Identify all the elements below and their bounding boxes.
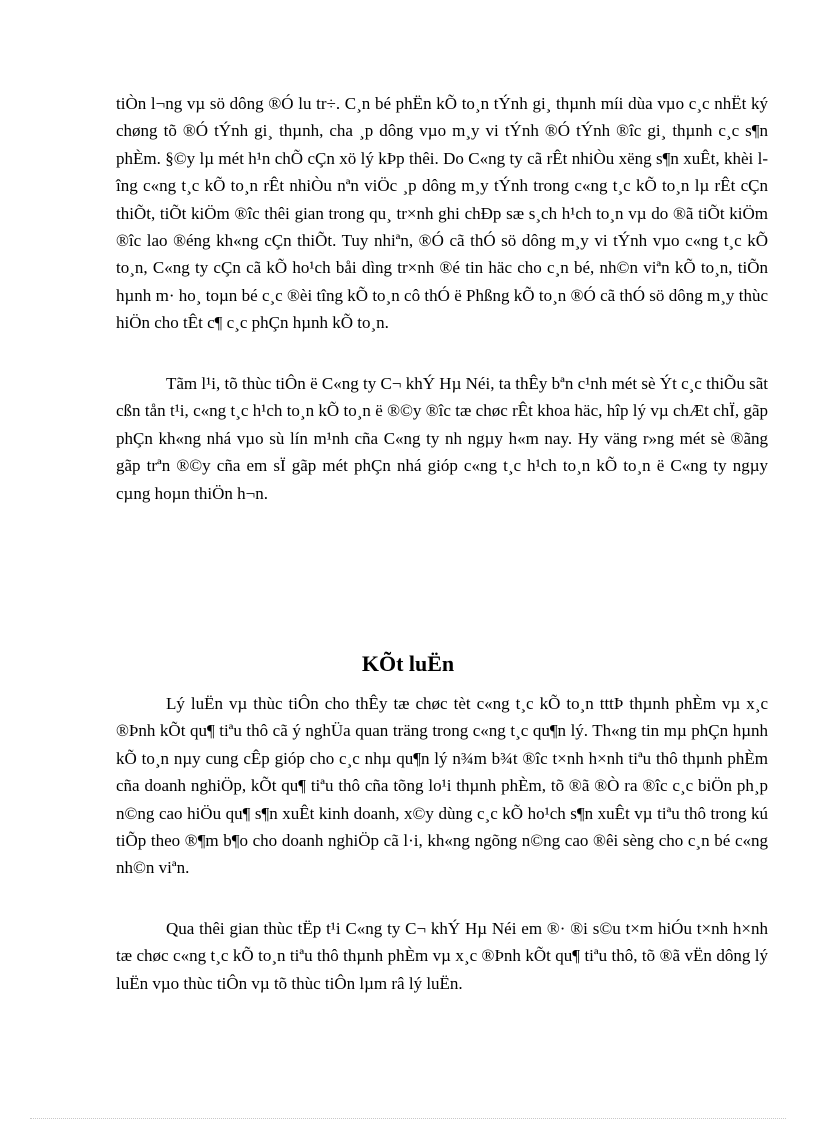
section-heading-conclusion: KÕt luËn [361, 651, 455, 676]
paragraph-block [116, 690, 768, 882]
paragraph-conclusion-internship: Qua thêi gian thùc tËp t¹i C«ng ty C¬ khÝ Hµ Néi em ®· ®i s©u t×m hiÓu t×nh h×nh tæ chøc c«ng t¸c kÕ to¸n tiªu thô thµnh phÈm vµ x¸c ®Þnh kÕt qu¶ tiªu thô, tõ ®ã vËn dông lý luËn vµo thùc tiÔn vµ tõ thùc tiÔn lµm râ lý luËn. [116, 919, 768, 993]
page-bottom-divider [30, 1118, 786, 1119]
paragraph-conclusion-theory: Lý luËn vµ thùc tiÔn cho thÊy tæ chøc tèt c«ng t¸c kÕ to¸n tttÞ thµnh phÈm vµ x¸c ®Þnh kÕt qu¶ tiªu thô cã ý nghÜa quan träng trong c«ng t¸c qu¶n lý. Th«ng tin mµ phÇn hµnh kÕ to¸n nµy cung cÊp gióp cho c¸c nhµ qu¶n lý n¾m b¾t ®îc t×nh h×nh tiªu thô thµnh phÈm cña doanh nghiÖp, kÕt qu¶ tiªu thô cña tõng lo¹i thµnh phÈm, tõ ®ã ®Ò ra ®îc c¸c biÖn ph¸p n©ng cao hiÖu qu¶ s¶n xuÊt kinh doanh, x©y dùng c¸c kÕ ho¹ch s¶n xuÊt vµ tiªu thô trong kú tiÕp theo ®¶m b¶o cho doanh nghiÖp cã l·i, kh«ng ngõng n©ng cao ®êi sèng cho c¸n bé c«ng nh©n viªn. [116, 694, 768, 878]
paragraph-computerization: tiÒn l¬ng vµ sö dông ®Ó lu tr÷. C¸n bé phËn kÕ to¸n tÝnh gi¸ thµnh míi dùa vµo c¸c nhËt ký chøng tõ ®Ó tÝnh gi¸ thµnh, cha ¸p dông vµo m¸y vi tÝnh ®Ó tÝnh ®îc gi¸ thµnh c¸c s¶n phÈm. §©y lµ mét h¹n chÕ cÇn xö lý kÞp thêi. Do C«ng ty cã rÊt nhiÒu xëng s¶n xuÊt, khèi lîng c«ng t¸c kÕ to¸n rÊt nhiÒu nªn viÖc ¸p dông m¸y tÝnh trong c«ng t¸c kÕ to¸n lµ rÊt cÇn thiÕt, tiÕt kiÖm ®îc thêi gian trong qu¸ tr×nh ghi chÐp sæ s¸ch h¹ch to¸n vµ do ®ã tiÕt kiÖm ®îc lao ®éng kh«ng cÇn thiÕt. Tuy nhiªn, ®Ó cã thÓ sö dông m¸y vi tÝnh vµo c«ng t¸c kÕ to¸n, C«ng ty cÇn cã kÕ ho¹ch båi dìng tr×nh ®é tin häc cho c¸n bé, nh©n viªn kÕ to¸n, tiÕn hµnh m· ho¸ toµn bé c¸c ®èi tîng kÕ to¸n cô thÓ ë Phßng kÕ to¸n ®Ó cã thÓ sö dông m¸y thùc hiÖn cho tÊt c¶ c¸c phÇn hµnh kÕ to¸n. [116, 94, 768, 333]
paragraph-block [116, 90, 768, 337]
paragraph-block [116, 915, 768, 997]
paragraph-summary: Tãm l¹i, tõ thùc tiÔn ë C«ng ty C¬ khÝ Hµ Néi, ta thÊy bªn c¹nh mét sè Ýt c¸c thiÕu sãt cßn tån t¹i, c«ng t¸c h¹ch to¸n kÕ to¸n ë ®©y ®îc tæ chøc rÊt khoa häc, hîp lý vµ chÆt chÏ, gãp phÇn kh«ng nhá vµo sù lín m¹nh cña C«ng ty nh ngµy h«m nay. Hy väng r»ng mét sè ®ãng gãp trªn ®©y cña em sÏ gãp mét phÇn nhá gióp c«ng t¸c h¹ch to¸n kÕ to¸n ë C«ng ty ngµy cµng hoµn thiÖn h¬n. [116, 374, 768, 503]
paragraph-block [116, 370, 768, 507]
